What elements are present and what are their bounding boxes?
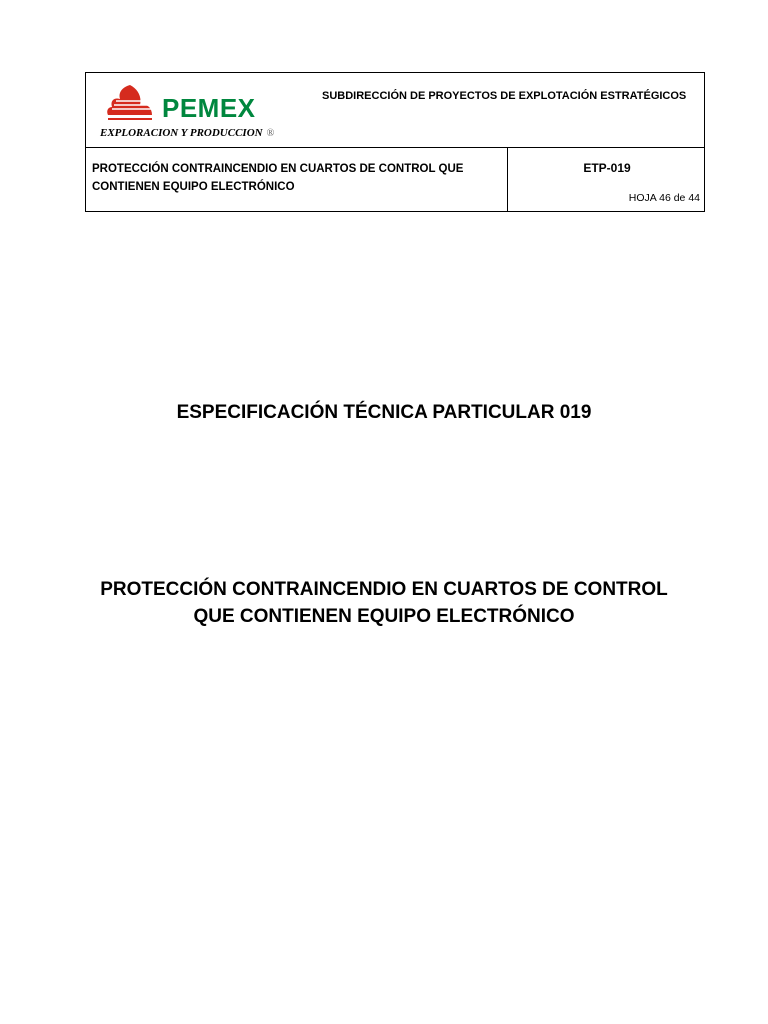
doc-code-cell — [508, 148, 706, 211]
spec-title: ESPECIFICACIÓN TÉCNICA PARTICULAR 019 — [176, 402, 592, 423]
doc-code: ETP-019 — [583, 161, 631, 175]
eagle-emblem-icon — [100, 81, 160, 127]
subject-line-2: QUE CONTIENEN EQUIPO ELECTRÓNICO — [193, 606, 575, 627]
header-top-row — [86, 73, 704, 148]
header-table — [85, 72, 705, 212]
sheet-number: HOJA 46 de 44 — [628, 192, 700, 204]
header-bottom-row — [86, 148, 704, 211]
logo-tagline-text: EXPLORACION Y PRODUCCION — [100, 127, 263, 139]
doc-title: PROTECCIÓN CONTRAINCENDIO EN CUARTOS DE CONTROL QUE CONTIENEN EQUIPO ELECTRÓNICO — [92, 163, 464, 193]
logo-wordmark: PEMEX — [162, 93, 256, 123]
subject-title — [0, 576, 768, 630]
logo-tagline — [100, 127, 274, 139]
subdirection-label: SUBDIRECCIÓN DE PROYECTOS DE EXPLOTACIÓN ESTRATÉGICOS — [322, 90, 687, 102]
registered-mark: ® — [266, 128, 275, 139]
pemex-logo — [96, 79, 336, 143]
subject-line-1: PROTECCIÓN CONTRAINCENDIO EN CUARTOS DE CONTROL — [100, 579, 668, 600]
doc-title-cell — [86, 148, 508, 211]
